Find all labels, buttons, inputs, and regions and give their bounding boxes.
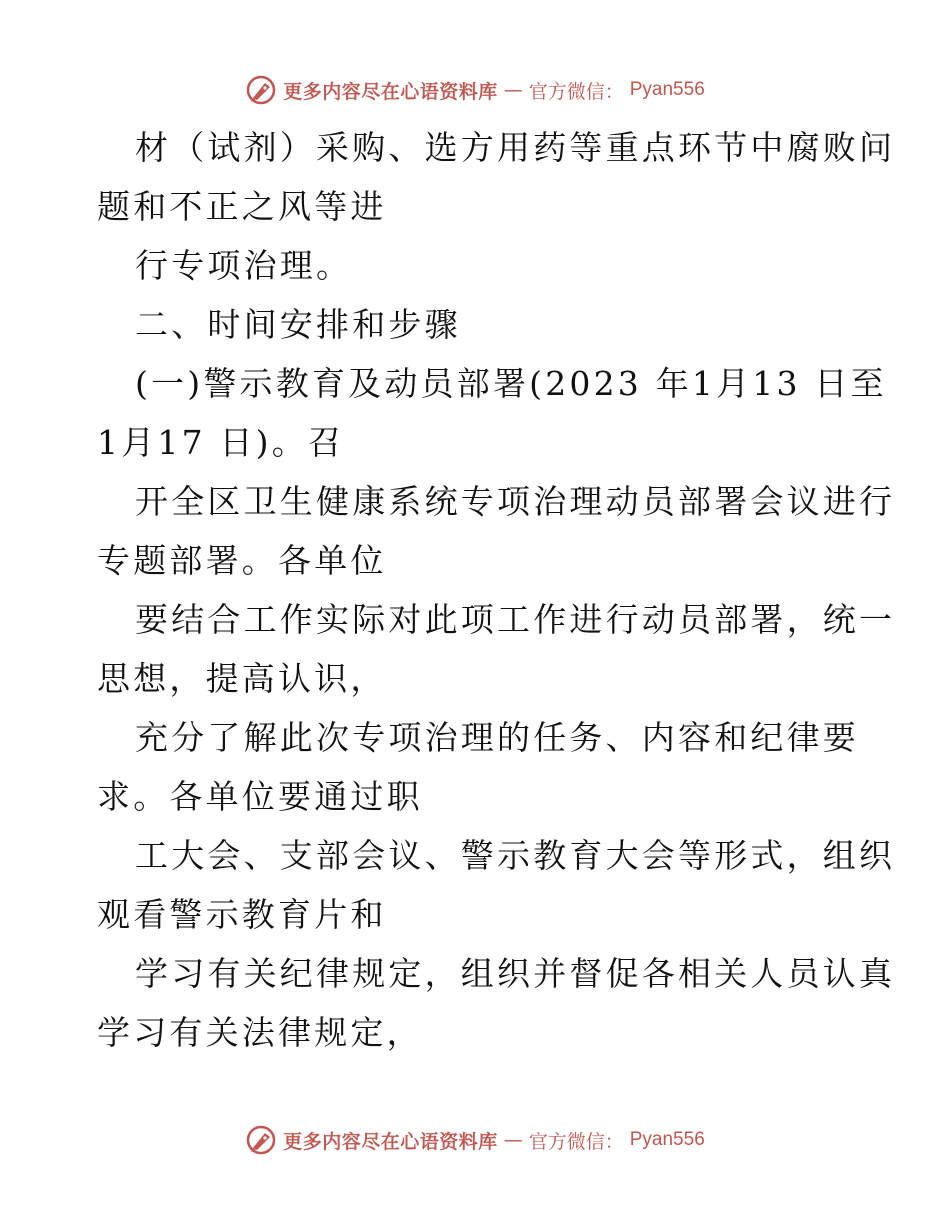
document-line: 工大会、支部会议、警示教育大会等形式，组织: [135, 836, 896, 875]
header-watermark-banner: [0, 70, 950, 110]
document-line: 观看警示教育片和: [97, 895, 387, 934]
watermark-wechat-id: Pyan556: [629, 79, 705, 100]
watermark-site-text: 更多内容尽在心语资料库: [283, 1130, 498, 1153]
footer-watermark-banner: [0, 1120, 950, 1160]
watermark-site-text: 更多内容尽在心语资料库: [283, 80, 498, 103]
document-line: 题和不正之风等进: [97, 187, 387, 226]
document-line: 专题部署。各单位: [97, 541, 387, 580]
document-line: 材（试剂）采购、选方用药等重点环节中腐败问: [135, 128, 896, 167]
document-line: 开全区卫生健康系统专项治理动员部署会议进行: [135, 482, 896, 521]
watermark-wechat-label: 官方微信：: [528, 80, 624, 103]
watermark-wechat-label: 官方微信：: [528, 1130, 624, 1153]
document-body: [97, 118, 896, 1062]
document-line: 学习有关法律规定，: [97, 1013, 423, 1052]
pen-nib-circle-icon: [245, 1124, 277, 1156]
watermark-separator: —: [503, 79, 523, 101]
document-line: 学习有关纪律规定，组织并督促各相关人员认真: [135, 954, 896, 993]
document-line: 思想，提高认识，: [97, 659, 387, 698]
pen-nib-circle-icon: [245, 74, 277, 106]
document-line: 充分了解此次专项治理的任务、内容和纪律要: [135, 718, 859, 757]
document-line: 1月17 日)。召: [97, 423, 345, 462]
watermark-wechat-id: Pyan556: [629, 1129, 705, 1150]
document-line: 要结合工作实际对此项工作进行动员部署，统一: [135, 600, 896, 639]
document-line: 行专项治理。: [135, 246, 353, 285]
section-heading: 二、时间安排和步骤: [135, 305, 461, 344]
subsection-heading: (一)警示教育及动员部署(2023 年1月13 日至: [135, 364, 887, 403]
document-line: 求。各单位要通过职: [97, 777, 423, 816]
watermark-separator: —: [503, 1129, 523, 1151]
